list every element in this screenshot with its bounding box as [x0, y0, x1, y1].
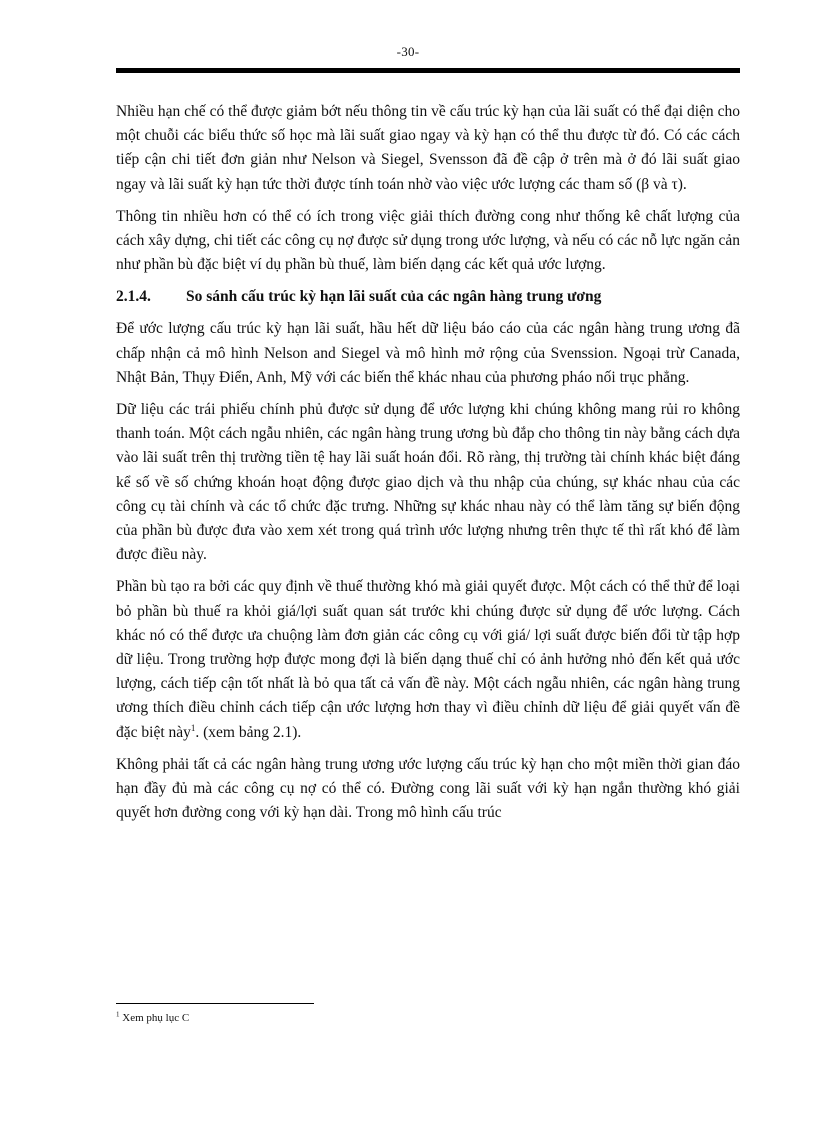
section-title: So sánh cấu trúc kỳ hạn lãi suất của các ngân hàng trung ương [186, 288, 602, 306]
paragraph-5-tail: . (xem bảng 2.1). [195, 723, 302, 741]
footnote-marker: 1 [116, 1010, 120, 1019]
footnote [116, 1011, 189, 1025]
section-heading [116, 285, 740, 309]
paragraph-4: Dữ liệu các trái phiếu chính phủ được sử dụng để ước lượng khi chúng không mang rủi ro không thanh toán. Một cách ngẫu nhiên, các ngân hàng trung ương bù đắp cho thông tin này bằng cách dựa vào lãi suất trên thị trường tiền tệ hay lãi suất hoán đổi. Rõ ràng, thị trường tài chính khác biệt đáng kể số về số chứng khoán hoạt động được giao dịch và thu nhập của chúng, sự khác nhau của các công cụ tài chính và các tổ chức đặc trưng. Những sự khác nhau này có thể làm tăng sự biến động của phần bù được đưa vào xem xét trong quá trình ước lượng nhưng trên thực tế thì rất khó để làm được điều này. [116, 401, 740, 564]
header-rule [116, 68, 740, 73]
paragraph-6: Không phải tất cả các ngân hàng trung ương ước lượng cấu trúc kỳ hạn cho một miền thời gian đáo hạn đầy đủ mà các công cụ nợ có thể có. Đường cong lãi suất với kỳ hạn ngắn thường khó giải quyết hơn đường cong với kỳ hạn dài. Trong mô hình cấu trúc [116, 755, 740, 822]
footnote-text: Xem phụ lục C [119, 1012, 190, 1024]
paragraph-5 [116, 575, 740, 744]
paragraph-2: Thông tin nhiều hơn có thể có ích trong việc giải thích đường cong như thống kê chất lượng của cách xây dựng, chi tiết các công cụ nợ được sử dụng trong ước lượng, và nếu có các nỗ lực ngăn cản như phần bù đặc biệt ví dụ phần bù thuế, làm biến dạng các kết quả ước lượng. [116, 207, 740, 274]
paragraph-1: Nhiều hạn chế có thể được giảm bớt nếu thông tin về cấu trúc kỳ hạn của lãi suất có thể đại diện cho một chuỗi các biểu thức số học mà lãi suất giao ngay và kỳ hạn có thể thu được từ đó. Có các cách tiếp cận chi tiết đơn giản như Nelson và Siegel, Svensson đã đề cập ở trên mà ở đó lãi suất giao ngay và lãi suất kỳ hạn tức thời được tính toán nhờ vào việc ước lượng các tham số (β và τ). [116, 103, 740, 193]
footnote-rule [116, 1003, 314, 1004]
page-number: -30- [396, 44, 420, 59]
section-number: 2.1.4. [116, 288, 151, 306]
footnote-reference[interactable]: 1 [190, 722, 196, 733]
paragraph-5-text: Phần bù tạo ra bởi các quy định về thuế thường khó mà giải quyết được. Một cách có thể thử để loại bỏ phần bù thuế ra khỏi giá/lợi suất quan sát trước khi chúng được sử dụng để ước lượng. Cách khác nó có thể được ưa chuộng làm đơn giản các công cụ với giá/ lợi suất được biến đổi từ tập hợp dữ liệu. Trong trường hợp được mong đợi là biến dạng thuế chỉ có ảnh hưởng nhỏ đến kết quả ước lượng, cách tiếp cận tốt nhất là bỏ qua tất cả vấn đề này. Một cách ngẫu nhiên, các ngân hàng trung ương thích điều chỉnh cách tiếp cận ước lượng hơn thay vì điều chỉnh dữ liệu để giải quyết vấn đề đặc biệt này [116, 578, 740, 741]
paragraph-3: Để ước lượng cấu trúc kỳ hạn lãi suất, hầu hết dữ liệu báo cáo của các ngân hàng trung ương đã chấp nhận cả mô hình Nelson and Siegel và mô hình mở rộng của Svenssion. Ngoại trừ Canada, Nhật Bản, Thụy Điển, Anh, Mỹ với các biến thể khác nhau của phương pháo nối trục phẳng. [116, 320, 740, 386]
document-body [116, 100, 740, 833]
